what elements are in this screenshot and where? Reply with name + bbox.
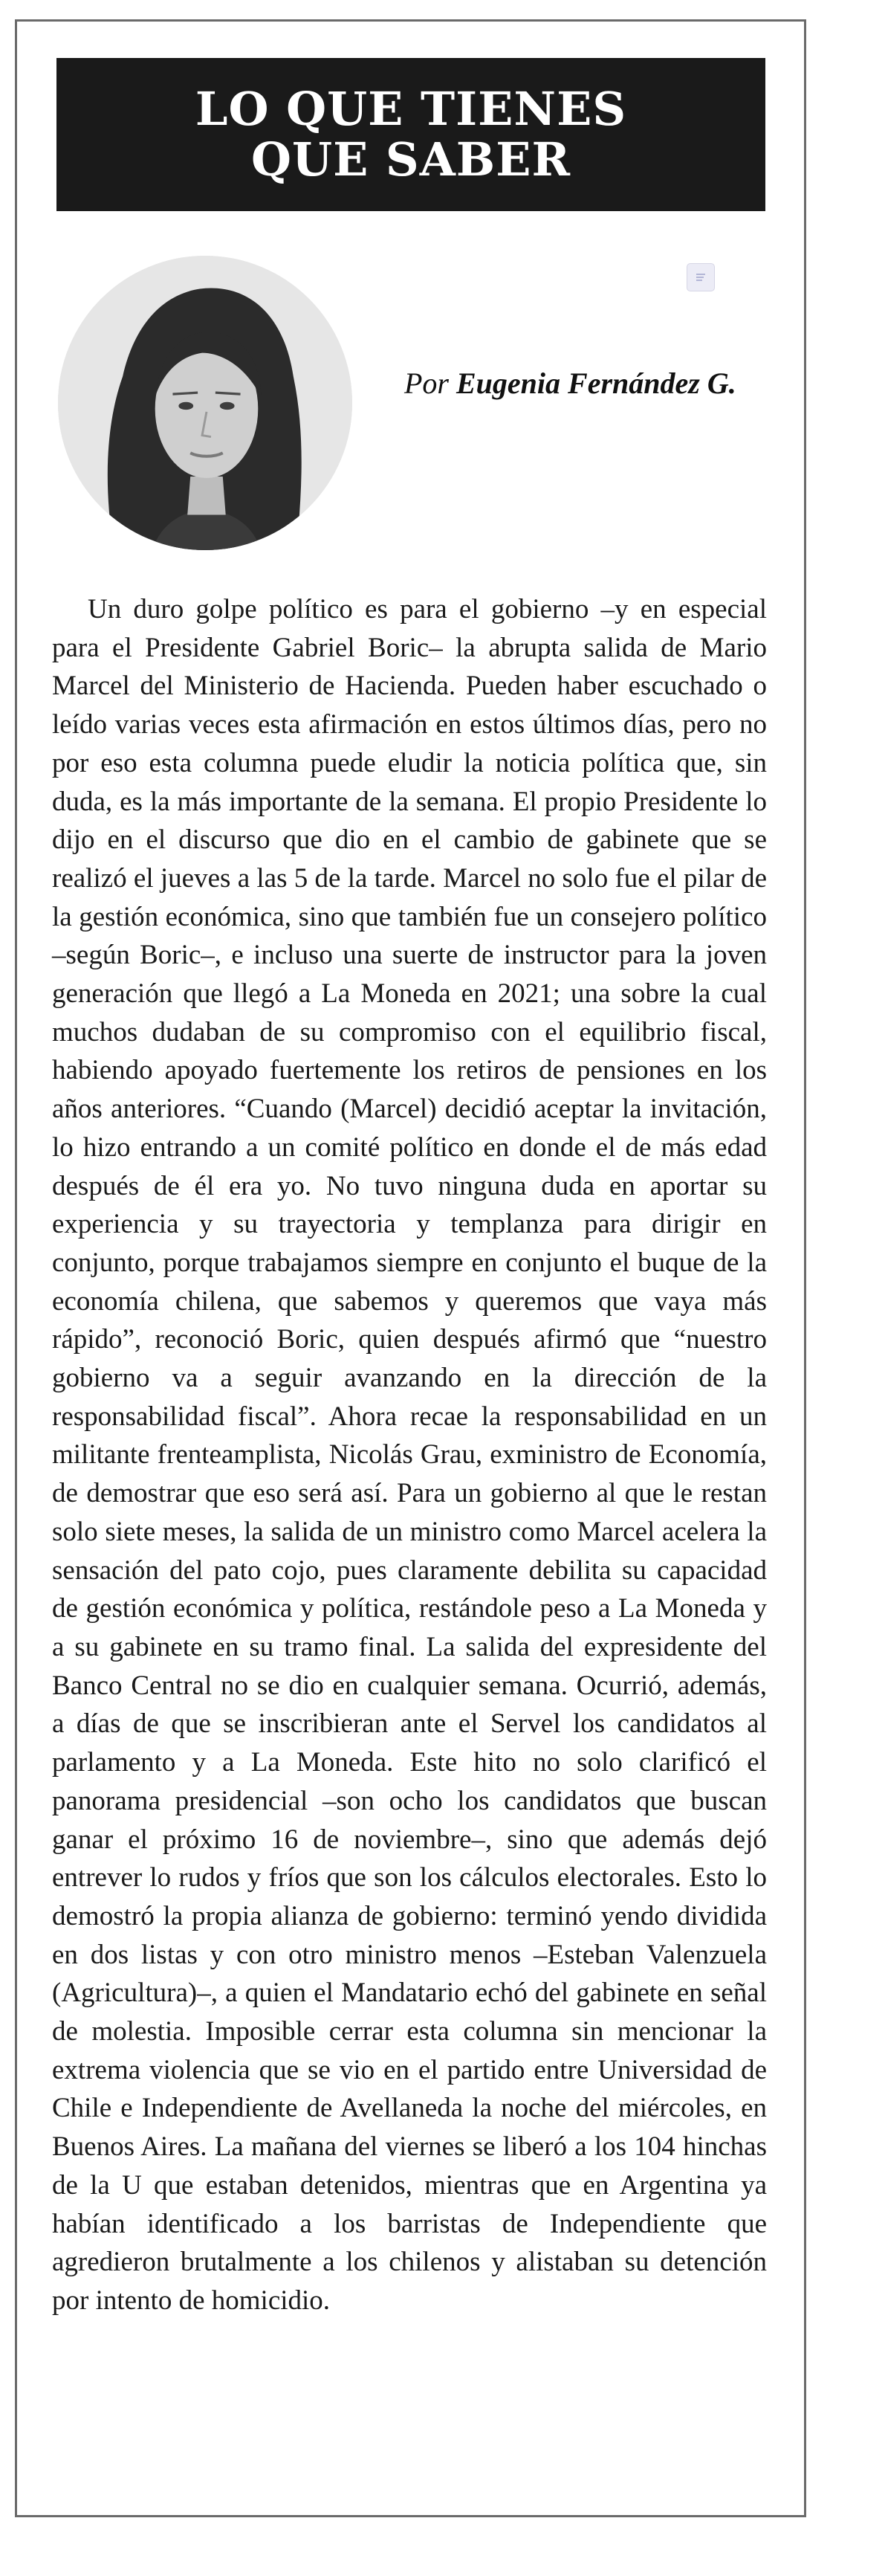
author-photo [58, 256, 352, 550]
article-body: Un duro golpe político es para el gobierno –y en especial para el Presidente Gabriel Boric– la abrupta salida de Mario Marcel del Ministerio de Hacienda. Pueden haber escuchado o leído varias veces esta afirmación en estos últimos días, pero no por eso esta columna puede eludir la noticia política que, sin duda, es la más importante de la semana. El propio Presidente lo dijo en el discurso que dio en el cambio de gabinete que se realizó el jueves a las 5 de la tarde. Marcel no solo fue el pilar de la gestión económica, sino que también fue un consejero político –según Boric–, e incluso una suerte de instructor para la joven generación que llegó a La Moneda en 2021; una sobre la cual muchos dudaban de su compromiso con el equilibrio fiscal, habiendo apoyado fuertemente los retiros de pensiones en los años anteriores. “Cuando (Marcel) decidió aceptar la invitación, lo hizo entrando a un comité político en donde el de más edad después de él era yo. No tuvo ninguna duda en aportar su experiencia y su trayectoria y templanza para dirigir en conjunto, porque trabajamos siempre en conjunto el buque de la economía chilena, que sabemos y queremos que vaya más rápido”, reconoció Boric, quien después afirmó que “nuestro gobierno va a seguir avanzando en la dirección de la responsabilidad fiscal”. Ahora recae la responsabilidad en un militante frenteamplista, Nicolás Grau, exministro de Economía, de demostrar que eso será así. Para un gobierno al que le restan solo siete meses, la salida de un ministro como Marcel acelera la sensación del pato cojo, pues claramente debilita su capacidad de gestión económica y política, restándole peso a La Moneda y a su gabinete en su tramo final. La salida del expresidente del Banco Central no se dio en cualquier semana. Ocurrió, además, a días de que se inscribieran ante el Servel los candidatos al parlamento y a La Moneda. Este hito no solo clarificó el panorama presidencial –son ocho los candidatos que buscan ganar el próximo 16 de noviembre–, sino que además dejó entrever lo rudos y fríos que son los cálculos electorales. Esto lo demostró la propia alianza de gobierno: terminó yendo dividida en dos listas y con otro ministro menos –Esteban Valenzuela (Agricultura)–, a quien el Mandatario echó del gabinete en señal de molestia. Imposible cerrar esta columna sin mencionar la extrema violencia que se vio en el partido entre Universidad de Chile e Independiente de Avellaneda la noche del miércoles, en Buenos Aires. La mañana del viernes se liberó a los 104 hinchas de la U que estaban detenidos, mientras que en Argentina ya habían identificado a los barristas de Independiente que agredieron brutalmente a los chilenos y alistaban su detención por intento de homicidio. [52, 594, 767, 2316]
column-header [56, 58, 765, 211]
column-title: LO QUE TIENES QUE SABER [195, 82, 627, 187]
byline-author: Eugenia Fernández G. [456, 367, 736, 400]
note-icon[interactable] [687, 263, 715, 291]
byline [404, 364, 736, 403]
byline-prefix: Por [404, 367, 449, 400]
